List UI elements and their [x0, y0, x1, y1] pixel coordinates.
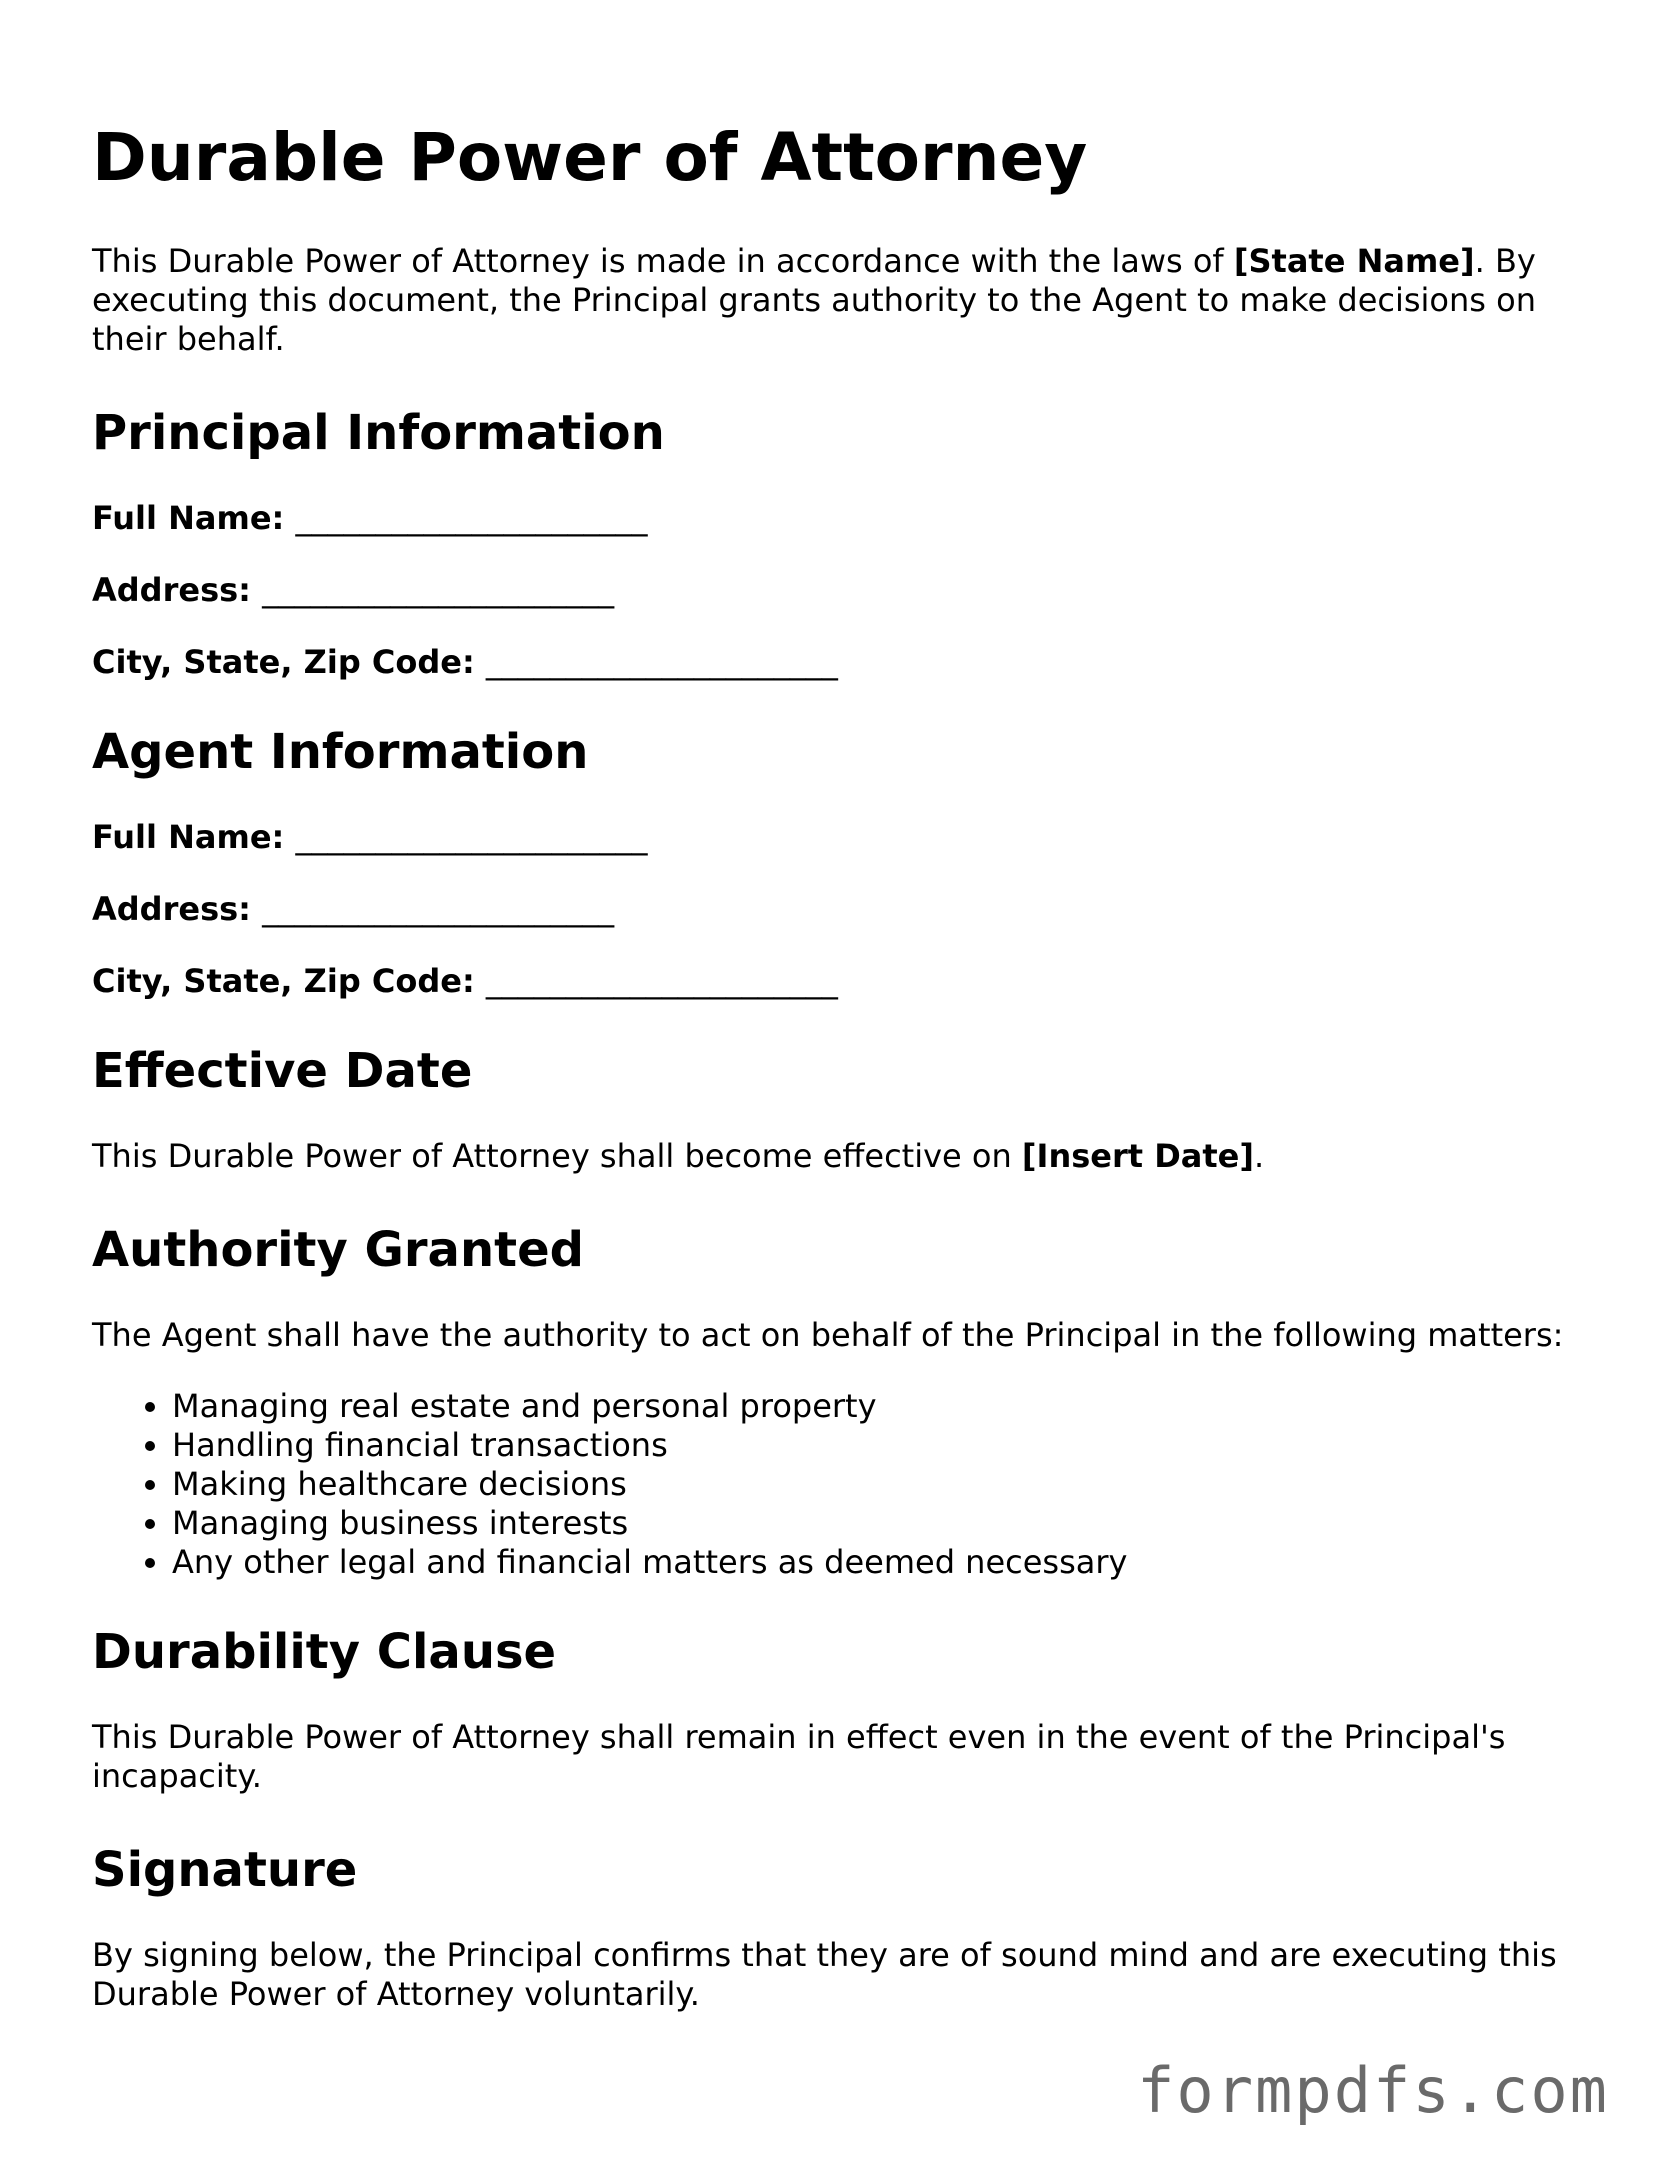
principal-heading: Principal Information	[92, 405, 665, 461]
authority-list	[92, 1387, 1592, 1582]
document-title: Durable Power of Attorney	[92, 119, 1088, 196]
principal-address-field	[92, 571, 1592, 610]
insert-date-placeholder: [Insert Date]	[1021, 1137, 1254, 1175]
fill-in-blank: ______________________	[295, 818, 648, 856]
durability-heading: Durability Clause	[92, 1624, 557, 1680]
list-item: • Managing business interests	[172, 1504, 1592, 1543]
agent-heading: Agent Information	[92, 724, 589, 780]
intro-text-after: . By executing this document, the Principal grants authority to the Agent to make decisions on their behalf.	[92, 242, 1536, 358]
signature-paragraph: By signing below, the Principal confirms that they are of sound mind and are executing this Durable Power of Attorney voluntarily.	[92, 1936, 1557, 2013]
list-item: • Managing real estate and personal property	[172, 1387, 1592, 1426]
effective-date-heading: Effective Date	[92, 1043, 473, 1099]
list-item: • Any other legal and financial matters as deemed necessary	[172, 1543, 1592, 1582]
fill-in-blank: ______________________	[485, 643, 838, 681]
watermark-text: formpdfs.com	[1137, 2054, 1609, 2127]
fill-in-blank: ______________________	[262, 571, 615, 609]
fill-in-blank: ______________________	[295, 499, 648, 537]
signature-heading: Signature	[92, 1842, 358, 1898]
list-item: • Making healthcare decisions	[172, 1465, 1592, 1504]
authority-heading: Authority Granted	[92, 1222, 584, 1278]
principal-full-name-field	[92, 499, 1592, 538]
intro-text-before: This Durable Power of Attorney is made in accordance with the laws of	[92, 242, 1234, 280]
document-page	[92, 118, 1592, 2058]
field-label: Full Name:	[92, 499, 285, 537]
fill-in-blank: ______________________	[262, 890, 615, 928]
list-item: • Handling financial transactions	[172, 1426, 1592, 1465]
fill-in-blank: ______________________	[485, 962, 838, 1000]
effective-text-before: This Durable Power of Attorney shall become effective on	[92, 1137, 1022, 1175]
agent-address-field	[92, 890, 1592, 929]
field-label: Address:	[92, 571, 251, 609]
field-label: City, State, Zip Code:	[92, 962, 475, 1000]
effective-date-paragraph	[92, 1137, 1592, 1176]
intro-paragraph	[92, 242, 1592, 359]
field-label: Full Name:	[92, 818, 285, 856]
agent-full-name-field	[92, 818, 1592, 857]
durability-paragraph: This Durable Power of Attorney shall remain in effect even in the event of the Principal's incapacity.	[92, 1718, 1506, 1795]
field-label: Address:	[92, 890, 251, 928]
effective-text-after: .	[1253, 1137, 1265, 1175]
state-name-placeholder: [State Name]	[1233, 242, 1475, 280]
authority-paragraph: The Agent shall have the authority to act on behalf of the Principal in the following matters:	[92, 1316, 1564, 1354]
principal-city-state-zip-field	[92, 643, 1592, 682]
field-label: City, State, Zip Code:	[92, 643, 475, 681]
agent-city-state-zip-field	[92, 962, 1592, 1001]
